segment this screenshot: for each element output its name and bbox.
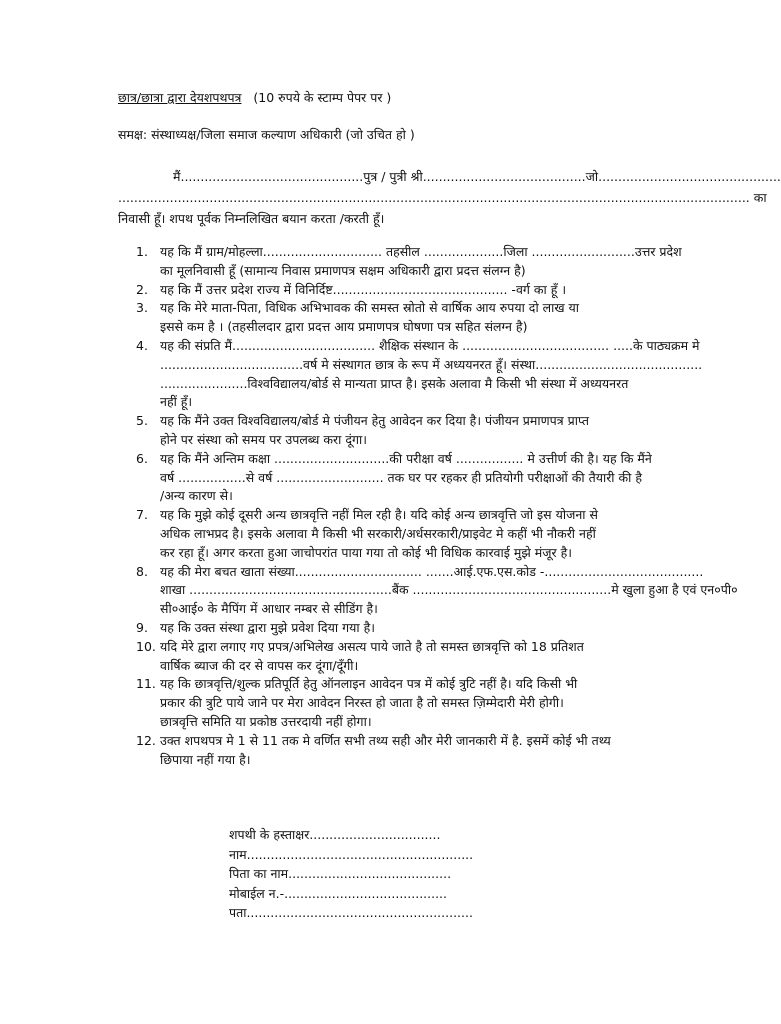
point-number: 8. bbox=[136, 563, 148, 579]
point-text-line: अधिक लाभप्रद है। इसके अलावा मै किसी भी सरकारी/अर्धसरकारी/प्राइवेट मे कहीं भी नौकरी नहीं bbox=[160, 525, 596, 541]
document-heading bbox=[118, 89, 391, 106]
point-text-line: यह कि मैंने उक्त विश्वविद्यालय/बोर्ड मे पंजीयन हेतु आवेदन कर दिया है। पंजीयन प्रमाणपत्र प्राप्त bbox=[160, 413, 589, 429]
point-number: 5. bbox=[136, 413, 148, 429]
declaration-point bbox=[136, 732, 688, 770]
point-text-line: /अन्य कारण से। bbox=[160, 488, 233, 504]
point-text-line: इससे कम है । (तहसीलदार द्वारा प्रदत्त आय प्रमाणपत्र घोषणा पत्र सहित संलग्न है) bbox=[160, 319, 528, 335]
point-number: 6. bbox=[136, 450, 148, 466]
point-text-line: यह कि मैं उत्तर प्रदेश राज्य में विनिर्दिष्ट............................................ -वर्ग का हूँ । bbox=[160, 281, 567, 297]
point-text-line: छिपाया नहीं गया है। bbox=[160, 751, 251, 767]
declaration-point bbox=[136, 619, 688, 638]
point-text-line: वर्ष .................से वर्ष ........................... तक घर पर रहकर ही प्रतियोगी परीक्षाओं की तैयारी की है bbox=[160, 469, 642, 485]
intro-line: ............................................................................................................................................................... का bbox=[118, 190, 767, 205]
point-text-line: प्रकार की त्रुटि पाये जाने पर मेरा आवेदन निरस्त हो जाता है तो समस्त ज़िम्मेदारी मेरी होगी। bbox=[160, 695, 564, 711]
point-text-line: यह कि छात्रवृत्ति/शुल्क प्रतिपूर्ति हेतु ऑनलाइन आवेदन पत्र में कोई त्रुटि नहीं है। यदि किसी भी bbox=[160, 676, 578, 692]
point-text-line: यह कि मैंने अन्तिम कक्षा .............................की परीक्षा वर्ष ................. मे उत्तीर्ण की है। यह कि मैंने bbox=[160, 450, 652, 466]
intro-paragraph bbox=[118, 166, 781, 229]
intro-line: मैं..............................................पुत्र / पुत्री श्री.........................................जो.............................................. bbox=[173, 169, 781, 184]
point-text-line: नहीं हूँ। bbox=[160, 394, 193, 410]
point-text-line: यह कि मेरे माता-पिता, विधिक अभिभावक की समस्त स्रोतो से वार्षिक आय रुपया दो लाख या bbox=[160, 300, 580, 316]
addressee-line: समक्ष: संस्थाध्यक्ष/जिला समाज कल्याण अधिकारी (जो उचित हो ) bbox=[118, 127, 415, 142]
point-number: 1. bbox=[136, 244, 148, 259]
point-text-line: यदि मेरे द्वारा लगाए गए प्रपत्र/अभिलेख असत्य पाये जाते है तो समस्त छात्रवृत्ति को 18 प्रतिशत bbox=[160, 638, 584, 654]
declaration-point bbox=[136, 638, 688, 676]
point-text-line: शाखा ...................................................बैंक ..................................................मे खुला हुआ है एवं एन०पी० bbox=[160, 582, 738, 598]
point-text-line: यह कि मैं ग्राम/मोहल्ला.............................. तहसील ....................जिला ..........................उत्तर प्रदेश bbox=[160, 244, 682, 259]
declaration-point bbox=[136, 450, 688, 506]
point-text-line: कर रहा हूँ। अगर करता हुआ जाचोपरांत पाया गया तो कोई भी विधिक कारवाई मुझे मंजूर है। bbox=[160, 544, 572, 560]
declaration-point bbox=[136, 563, 738, 619]
point-text-line: यह की संप्रति मैं.................................... शैक्षिक संस्थान के ..................................... .....के पाठ्यक्रम मे bbox=[160, 337, 700, 353]
point-text-line: यह की मेरा बचत खाता संख्या................................ .......आई.एफ.एस.कोड -........................................ bbox=[160, 563, 704, 579]
point-text-line: वार्षिक ब्याज की दर से वापस कर दूंगा/दूँगी। bbox=[160, 657, 359, 673]
point-number: 2. bbox=[136, 281, 148, 297]
father-name-line: पिता का नाम......................................... bbox=[229, 866, 452, 882]
name-line: नाम......................................................... bbox=[229, 846, 474, 862]
point-text-line: का मूलनिवासी हूँ (सामान्य निवास प्रमाणपत्र सक्षम अधिकारी द्वारा प्रदत्त संलग्न है) bbox=[160, 262, 526, 278]
signature-block bbox=[229, 825, 473, 923]
declaration-point bbox=[136, 281, 688, 300]
point-number: 12. bbox=[136, 732, 156, 748]
declaration-point bbox=[136, 506, 688, 562]
signature-line: शपथी के हस्ताक्षर................................. bbox=[229, 827, 441, 842]
point-number: 9. bbox=[136, 619, 148, 635]
mobile-number-line: मोबाईल न.-......................................... bbox=[229, 885, 448, 901]
stamp-paper-note: (10 रुपये के स्टाम्प पेपर पर ) bbox=[253, 90, 392, 105]
intro-line: निवासी हूँ। शपथ पूर्वक निम्नलिखित बयान करता /करती हूँ। bbox=[118, 211, 385, 226]
point-number: 10. bbox=[136, 638, 156, 654]
address-line: पता......................................................... bbox=[229, 905, 473, 921]
declaration-point bbox=[136, 243, 688, 281]
declaration-point bbox=[136, 412, 688, 450]
declaration-point bbox=[136, 337, 703, 412]
point-text-line: उक्त शपथपत्र मे 1 से 11 तक मे वर्णित सभी तथ्य सही और मेरी जानकारी में है. इसमें कोई भी तथ्य bbox=[160, 732, 611, 748]
point-text-line: ....................................वर्ष मे संस्थागत छात्र के रूप में अध्ययनरत हूँ। संस्था.......................................... bbox=[160, 356, 703, 372]
point-number: 4. bbox=[136, 337, 148, 353]
point-text-line: यह कि उक्त संस्था द्वारा मुझे प्रवेश दिया गया है। bbox=[160, 619, 375, 635]
declaration-point bbox=[136, 675, 688, 731]
point-number: 11. bbox=[136, 676, 156, 692]
point-number: 7. bbox=[136, 507, 148, 523]
document-title: छात्र/छात्रा द्वारा देयशपथपत्र bbox=[118, 90, 242, 105]
point-text-line: यह कि मुझे कोई दूसरी अन्य छात्रवृत्ति नहीं मिल रही है। यदि कोई अन्य छात्रवृत्ति जो इस योजना से bbox=[160, 507, 598, 523]
point-text-line: होने पर संस्था को समय पर उपलब्ध करा दूंगा। bbox=[160, 431, 367, 447]
point-text-line: छात्रवृत्ति समिति या प्रकोष्ठ उत्तरदायी नहीं होगा। bbox=[160, 713, 372, 729]
point-number: 3. bbox=[136, 300, 148, 316]
declaration-points-list bbox=[136, 243, 738, 769]
point-text-line: ......................विश्वविद्यालय/बोर्ड से मान्यता प्राप्त है। इसके अलावा मै किसी भी संस्था में अध्ययनरत bbox=[160, 375, 629, 391]
point-text-line: सी०आई० के मैपिंग में आधार नम्बर से सीडिंग है। bbox=[160, 601, 378, 617]
declaration-point bbox=[136, 299, 688, 337]
